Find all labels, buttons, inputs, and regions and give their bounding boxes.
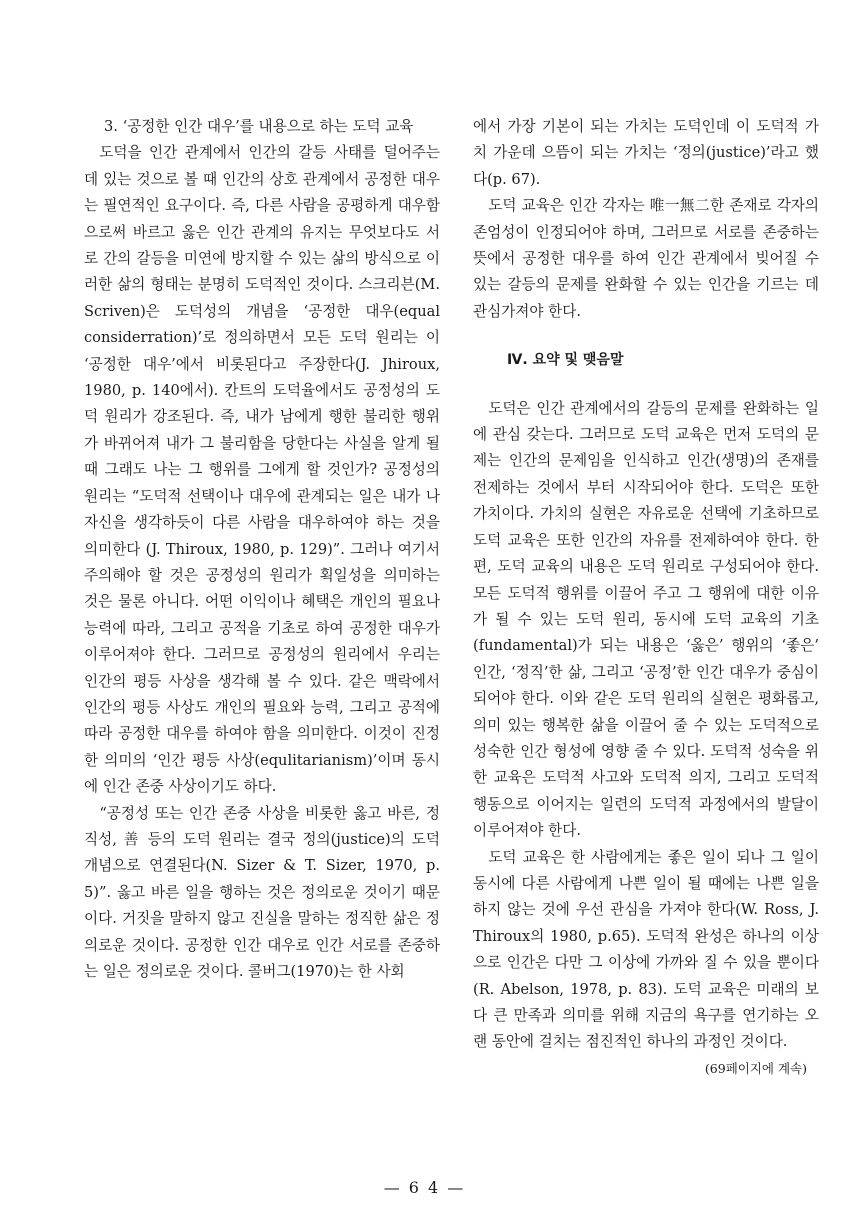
- body-paragraph: 도덕은 인간 관계에서의 갈등의 문제를 완화하는 일에 관심 갖는다. 그러므로 도덕 교육은 먼저 도덕의 문제는 인간의 문제임을 인식하고 인간(생명)의 존재를 전제하는 것에서 부터 시작되어야 한다. 도덕은 또한 가치이다. 가치의 실현은 자유로운 선택에 기초하므로 도덕 교육은 또한 인간의 자유를 전제하여야 한다. 한편, 도덕 교육의 내용은 도덕 원리로 구성되어야 한다. 모든 도덕적 행위를 이끌어 주고 그 행위에 대한 이유가 될 수 있는 도덕 원리, 동시에 도덕 교육의 기초(fundamental)가 되는 내용은 ‘옳은’ 행위의 ‘좋은’ 인간, ‘정직’한 삶, 그리고 ‘공정’한 인간 대우가 중심이 되어야 한다. 이와 같은 도덕 원리의 실현은 평화롭고, 의미 있는 행복한 삶을 이끌어 줄 수 있는 도덕적으로 성숙한 인간 형성에 영향 줄 수 있다. 도덕적 성숙을 위한 교육은 도덕적 사고와 도덕적 의지, 그리고 도덕적 행동으로 이어지는 일련의 도덕적 과정에서의 발달이 이루어져야 한다.: [473, 399, 819, 840]
- continued-note: (69페이지에 계속): [704, 1060, 807, 1076]
- body-paragraph: 도덕 교육은 한 사람에게는 좋은 일이 되나 그 일이 동시에 다른 사람에게 나쁜 일이 될 때에는 나쁜 일을 하지 않는 것에 우선 관심을 가져야 한다(W. Ross, J. Thiroux의 1980, p.65). 도덕적 완성은 하나의 이상으로 인간은 다만 그 이상에 가까와 질 수 있을 뿐이다(R. Abelson, 1978, p. 83). 도덕 교육은 미래의 보다 큰 만족과 의미를 위해 지금의 욕구를 연기하는 오랜 동안에 걸치는 점진적인 하나의 과정인 것이다.: [473, 848, 819, 1051]
- section-3-title: 3. ‘공정한 인간 대우’를 내용으로 하는 도덕 교육: [104, 118, 414, 135]
- section-4-title: Ⅳ. 요약 및 맺음말: [507, 352, 624, 369]
- left-column: [84, 114, 440, 985]
- body-paragraph: 도덕 교육은 인간 각자는 唯一無二한 존재로 각자의 존엄성이 인정되어야 하며, 그러므로 서로를 존중하는 뜻에서 공정한 대우를 하여 인간 관계에서 빚어질 수 있는 갈등의 문제를 완화할 수 있는 인간을 기르는 데 관심가져야 한다.: [473, 197, 819, 320]
- body-paragraph: 에서 가장 기본이 되는 가치는 도덕인데 이 도덕적 가치 가운데 으뜸이 되는 가치는 ‘정의(justice)’라고 했다(p. 67).: [473, 118, 819, 188]
- right-column: [473, 114, 819, 1082]
- page-number: — 6 4 —: [383, 1178, 466, 1197]
- body-paragraph: “공정성 또는 인간 존중 사상을 비롯한 옳고 바른, 정직성, 善 등의 도덕 원리는 결국 정의(justice)의 도덕 개념으로 연결된다(N. Sizer & T. Sizer, 1970, p. 5)”. 옳고 바른 일을 행하는 것은 정의로운 것이기 때문이다. 거짓을 말하지 않고 진실을 말하는 정직한 삶은 정의로운 것이다. 공정한 인간 대우로 인간 서로를 존중하는 일은 정의로운 것이다. 콜버그(1970)는 한 사회: [84, 804, 440, 980]
- body-paragraph: 도덕을 인간 관계에서 인간의 갈등 사태를 덜어주는 데 있는 것으로 볼 때 인간의 상호 관계에서 공정한 대우는 필연적인 요구이다. 즉, 다른 사람을 공평하게 대우함으로써 바르고 옳은 인간 관계의 유지는 무엇보다도 서로 간의 갈등을 미연에 방지할 수 있는 삶의 방식으로 이러한 삶의 형태는 분명히 도덕적인 것이다. 스크리븐(M. Scriven)은 도덕성의 개념을 ‘공정한 대우(equal considerration)’로 정의하면서 모든 도덕 원리는 이 ‘공정한 대우’에서 비롯된다고 주장한다(J. Jhiroux, 1980, p. 140에서). 칸트의 도덕율에서도 공정성의 도덕 원리가 강조된다. 즉, 내가 남에게 행한 불리한 행위가 바뀌어져 내가 그 불리함을 당한다는 사실을 알게 될 때 그래도 나는 그 행위를 그에게 할 것인가? 공정성의 원리는 “도덕적 선택이나 대우에 관계되는 일은 내가 나 자신을 생각하듯이 다른 사람을 대우하여야 하는 것을 의미한다 (J. Thiroux, 1980, p. 129)”. 그러나 여기서 주의해야 할 것은 공정성의 원리가 획일성을 의미하는 것은 물론 아니다. 어떤 이익이나 혜택은 개인의 필요나 능력에 따라, 그리고 공적을 기초로 하여 공정한 대우가 이루어져야 한다. 그러므로 공정성의 원리에서 우리는 인간의 평등 사상을 생각해 볼 수 있다. 같은 맥락에서 인간의 평등 사상도 개인의 필요와 능력, 그리고 공적에 따라 공정한 대우를 하여야 함을 의미한다. 이것이 진정한 의미의 ‘인간 평등 사상(equlitarianism)’이며 동시에 인간 존중 사상이기도 하다.: [84, 144, 440, 796]
